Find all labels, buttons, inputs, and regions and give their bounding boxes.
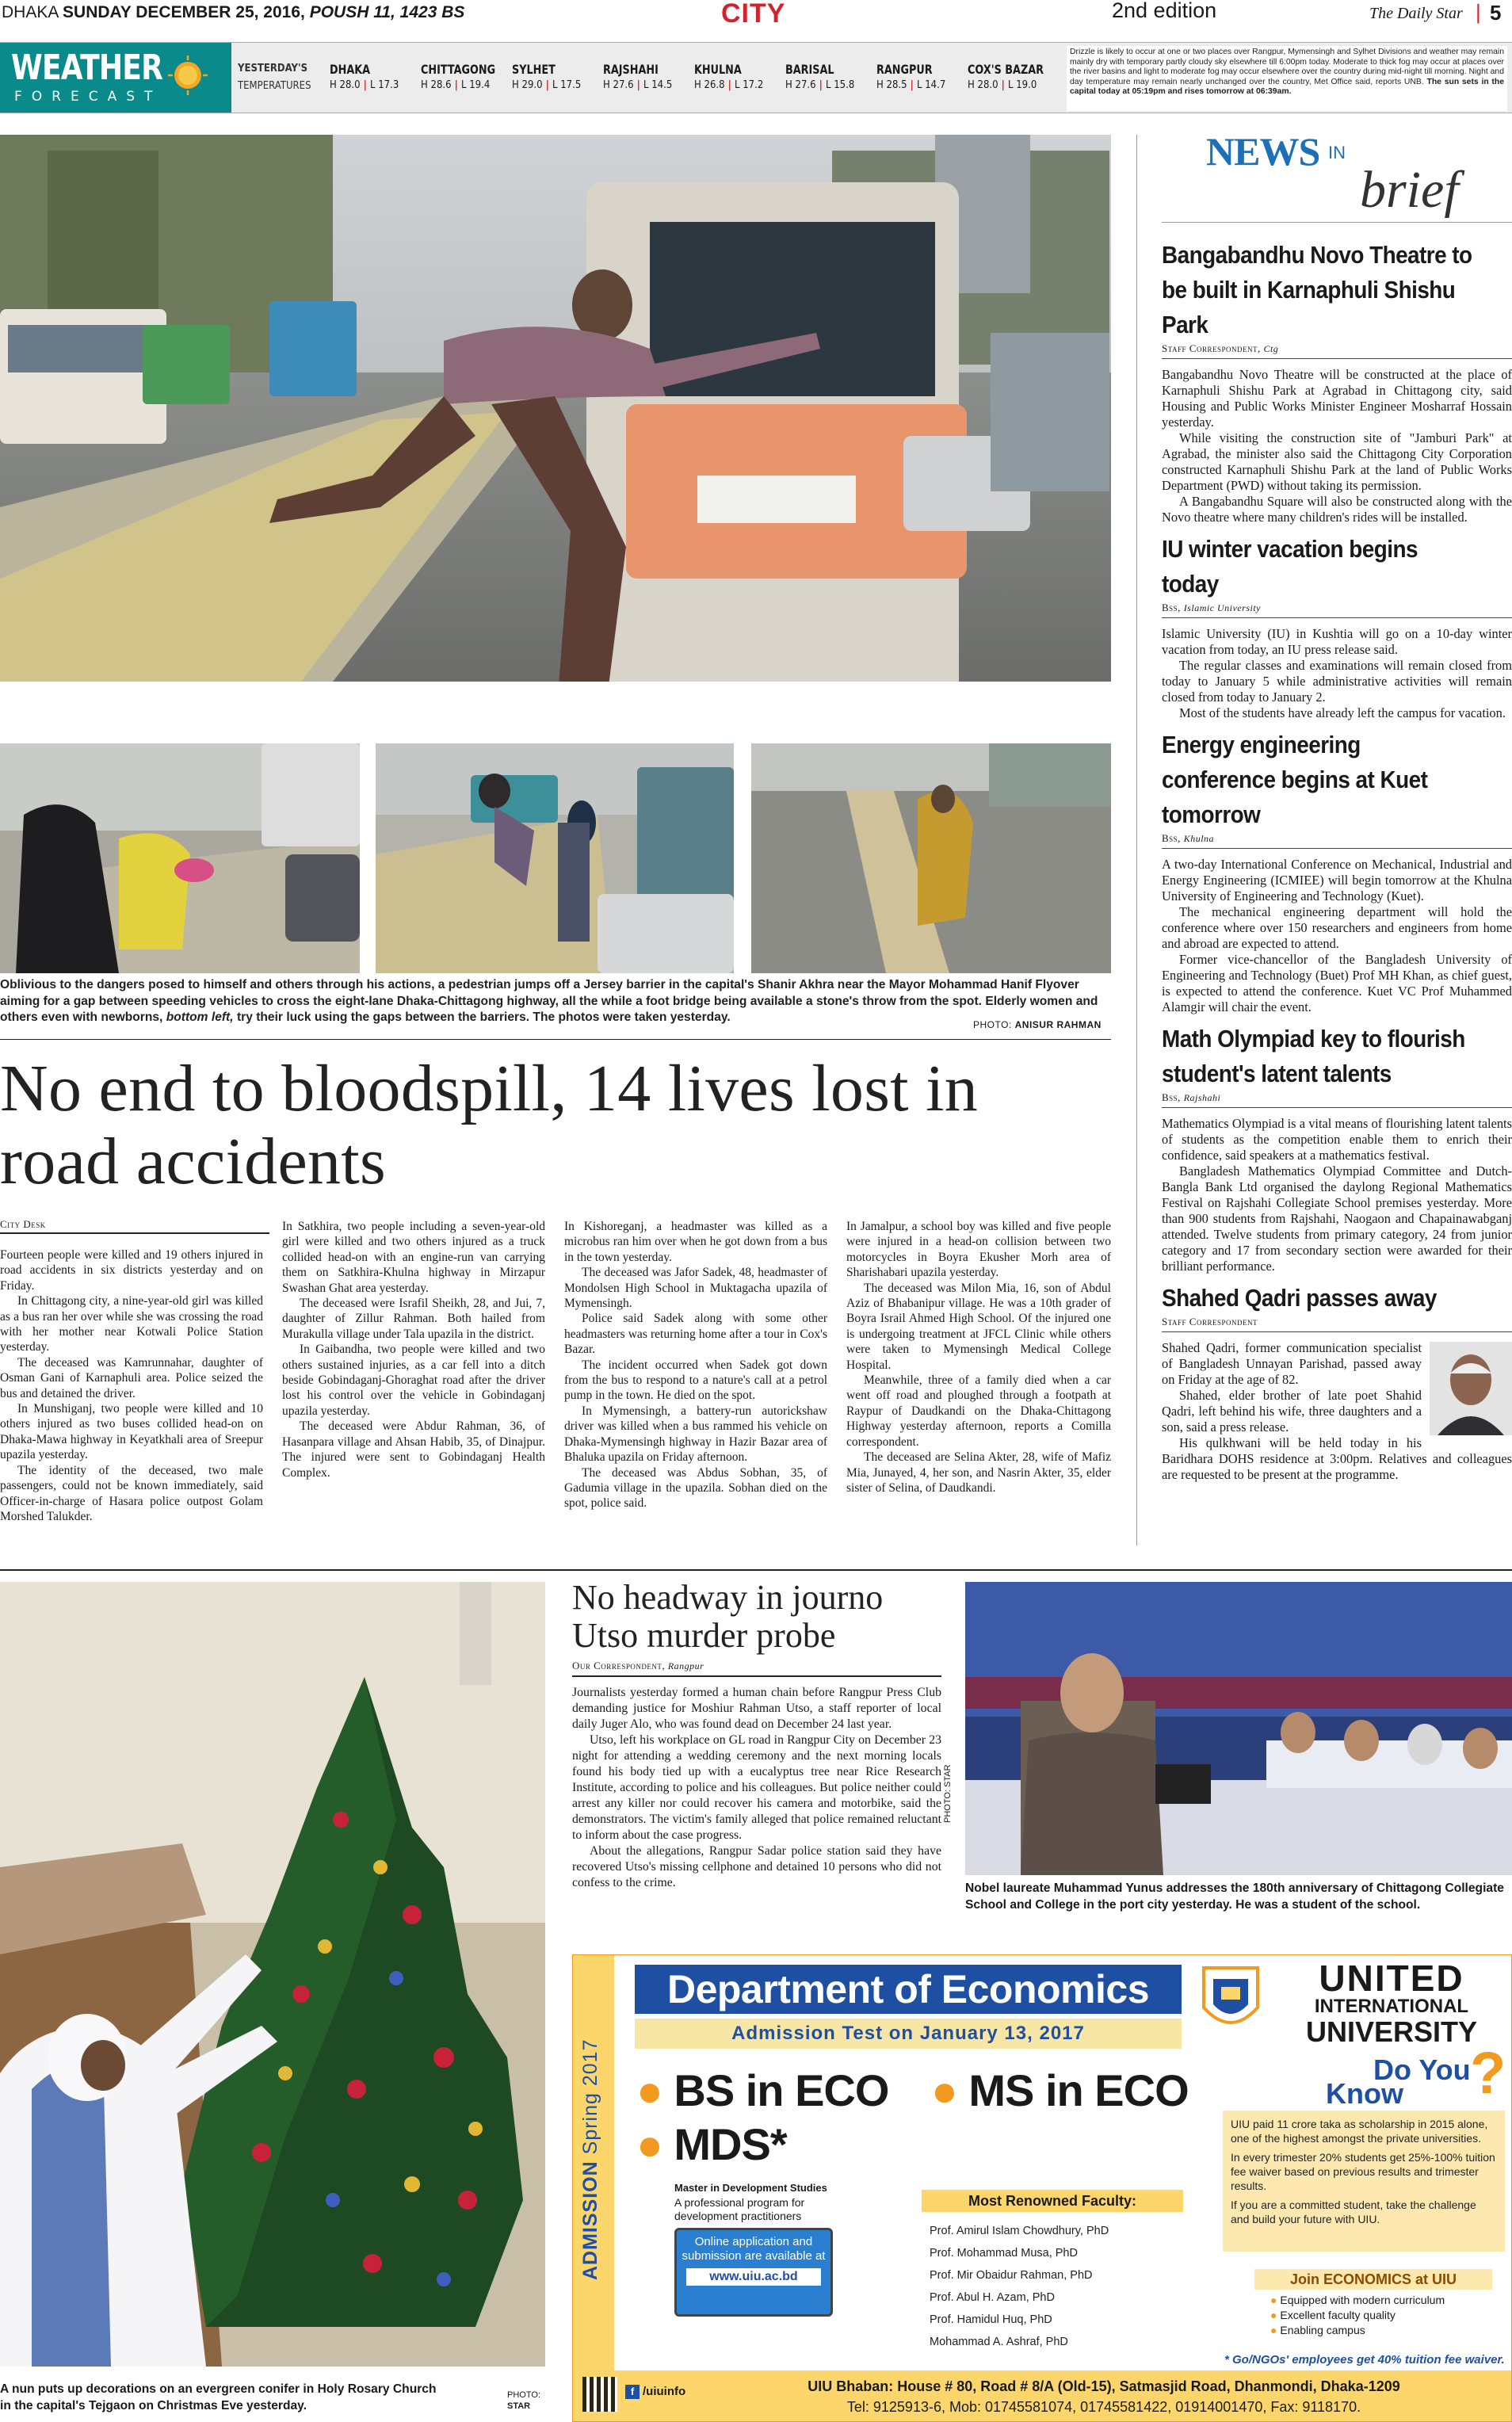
weather-badge — [0, 43, 231, 113]
brief-paragraph: Bangabandhu Novo Theatre will be constructed at the place of Karnaphuli Shishu Park at Agrabad in Chittagong city, said Housing and Public Works Minister Engineer Mosharraf Hossain yesterday. — [1162, 367, 1512, 430]
paragraph: In Chittagong city, a nine-year-old girl was killed as a bus ran her over while she was crossing the road with her mother near Kotwali Police Station yesterday. — [0, 1294, 263, 1354]
yunus-credit: PHOTO: STAR — [943, 1764, 953, 1823]
uiu-fact: UIU paid 11 crore taka as scholarship in 2015 alone, one of the highest amongst the private universities. — [1231, 2118, 1488, 2145]
social-handle[interactable] — [625, 2385, 685, 2399]
faculty-member: Mohammad A. Ashraf, PhD — [930, 2336, 1068, 2348]
caption-text: Oblivious to the dangers posed to himself and others through his actions, a pedestrian jumps off a Jersey barrier in the capital's Shanir Akhra near the Mayor Mohammad Hanif Flyover aiming for a gap between speeding vehicles to cross the eight-lane Dhaka-Chittagong highway, all the while a foot bridge being available a stone's throw from the spot. Elderly women and others even with newborns, — [0, 978, 1098, 1024]
brief-title-rule — [1162, 222, 1512, 223]
program-bs-label: BS in ECO — [674, 2065, 889, 2115]
city-low: L 14.7 — [917, 79, 946, 91]
brief-byline-place: Islamic University — [1183, 602, 1261, 613]
paragraph: Meanwhile, three of a family died when a car went off road and ploughed through a footpath at Raypur of Daudkandi on the Dhaka-Chittagong Highway yesterday afternoon, reports a Comilla correspondent. — [846, 1373, 1111, 1449]
brief-byline-name: Staff Correspondent — [1162, 1316, 1258, 1328]
social-handle-text: /uiuinfo — [643, 2385, 686, 2398]
city-hilo: H 28.0 | L 19.0 — [968, 79, 1037, 91]
news-in-brief — [1162, 238, 1512, 1489]
brief-paragraph: His qulkhwani will be held today in his Baridhara DOHS residence at 3:00pm. Relatives and colleagues are requested to be present at the programme. — [1162, 1435, 1512, 1482]
page-separator: | — [1476, 0, 1481, 24]
lead-headline: No end to bloodspill, 14 lives lost in road accidents — [0, 1052, 979, 1198]
paragraph: Journalists yesterday formed a human chain before Rangpur Press Club demanding justice for Moshiur Rahman Utso, a staff reporter of local daily Juger Alo, who was found dead on December 24 last year. — [572, 1686, 941, 1731]
paragraph: The deceased was Milon Mia, 16, son of Abdul Aziz of Bhabanipur village. He was a 10th grader of Boyra Israil Ahmed High School. Of the injured one is undergoing treatment at JFCL Clinic while others were taken to Mymensingh Medical College Hospital. — [846, 1281, 1111, 1372]
mds-title: Master in Development Studies — [674, 2182, 827, 2194]
paragraph: The identity of the deceased, two male passengers, could not be known immediately, said Officer-in-charge of Hasara police outpost Golam Morshed Talukder. — [0, 1463, 263, 1523]
uni-name — [1277, 1960, 1506, 2047]
christmas-caption: A nun puts up decorations on an evergreen conifer in Holy Rosary Church in the capital's Tejgaon on Christmas Eve yesterday. — [0, 2382, 437, 2412]
city-hilo: H 27.6 | L 15.8 — [785, 79, 855, 91]
ad-banner: Department of Economics — [635, 1965, 1182, 2014]
city-high: H 28.0 — [968, 79, 998, 91]
city-temp-cell — [421, 55, 512, 100]
join-item-text: Excellent faculty quality — [1280, 2309, 1396, 2321]
know: Know — [1326, 2077, 1403, 2110]
paragraph: The deceased are Selina Akter, 28, wife of Mafiz Mia, Junayed, 4, her son, and Nasrin Akter, 35, elder sister of Selina, of Daudkandi. — [846, 1450, 1111, 1495]
brief-item — [1162, 1281, 1512, 1483]
brief-paragraph: Shahed Qadri, former communication specialist of Bangladesh Unnayan Parishad, passed away on Friday at the age of 82. — [1162, 1340, 1422, 1387]
do-you-know — [1326, 2040, 1508, 2110]
ad-footer — [573, 2370, 1512, 2422]
city-temp-cell — [968, 55, 1059, 100]
edition-label: 2nd edition — [1112, 0, 1217, 22]
brief-headline: IU winter vacation begins today — [1162, 535, 1418, 598]
section-rule-lower — [0, 1569, 1512, 1571]
city-temp-cell — [330, 55, 421, 100]
utso-headline: No headway in journo Utso murder probe — [572, 1578, 884, 1655]
caption-end: try their luck using the gaps between the barriers. The photos were taken yesterday. — [236, 1010, 731, 1024]
photo-women-newborn — [0, 743, 360, 973]
faculty-member: Prof. Mohammad Musa, PhD — [930, 2247, 1078, 2260]
dateline-bangla: POUSH 11, 1423 BS — [309, 3, 465, 21]
ad-side-label — [579, 2039, 602, 2280]
brief-byline — [1162, 602, 1512, 618]
brief-paragraph: Bangladesh Mathematics Olympiad Committee and Dutch-Bangla Bank Ltd organised the daylong Regional Mathematics Festival on Rajshahi Collegiate School premises yesterday. More than 900 students from Rajshahi, Naogaon and Chapainawabganj attended. Twelve students from primary category, 24 from junior category and 17 from secondary section were awarded for their brilliant performance. — [1162, 1163, 1512, 1274]
brief-body — [1162, 1340, 1512, 1483]
program-ms-label: MS in ECO — [968, 2065, 1189, 2115]
city-low: L 17.3 — [370, 79, 399, 91]
ad-season: Spring 2017 — [579, 2038, 601, 2155]
facebook-icon: f — [625, 2385, 640, 2399]
city-name: SYLHET — [512, 62, 556, 77]
city-high: H 28.6 — [421, 79, 452, 91]
brief-title-brief: brief — [1360, 161, 1459, 219]
brief-paragraph: A two-day International Conference on Mechanical, Industrial and Energy Engineering (ICMIEE) will begin tomorrow at the Khulna University of Engineering and Technology (Kuet). — [1162, 857, 1512, 903]
paragraph: In Kishoreganj, a headmaster was killed as a microbus ran him over when he got down from a bus in the town yesterday. — [564, 1220, 827, 1264]
city-high: H 26.8 — [694, 79, 725, 91]
dateline-place: DHAKA — [2, 3, 59, 21]
brief-paragraph: Islamic University (IU) in Kushtia will go on a 10-day winter vacation from today, an IU press release said. — [1162, 626, 1512, 657]
uni-line3: UNIVERSITY — [1305, 2015, 1478, 2048]
city-name: KHULNA — [694, 62, 742, 77]
temps-label-line2: TEMPERATURES — [238, 80, 311, 92]
paragraph: In Munshiganj, two people were killed and 10 others injured as two buses collided head-on on Dhaka-Mawa highway in Keyatkhali area of Sreepur upazila yesterday. — [0, 1402, 263, 1462]
brief-byline — [1162, 832, 1512, 849]
paragraph: In Gaibandha, two people were killed and two others sustained injuries, as a car fell into a ditch beside Gobindaganj-Ghoraghat road after the driver lost his control over the vehicle in Gobindaganj upazila yesterday. — [282, 1343, 545, 1418]
brief-byline-name: Bss, — [1162, 832, 1181, 844]
utso-byline-name: Our Correspondent, — [572, 1660, 666, 1671]
lead-column — [846, 1219, 1111, 1496]
waiver-note: * Go/NGOs' employees get 40% tuition fee waiver. — [1224, 2353, 1505, 2367]
join-list — [1254, 2290, 1492, 2338]
paragraph: The deceased was Kamrunnahar, daughter of Osman Gani of Karnaphuli area. Police seized the bus and detained the driver. — [0, 1355, 263, 1400]
brief-body — [1162, 367, 1512, 525]
city-high: H 27.6 — [785, 79, 816, 91]
uni-line2: INTERNATIONAL — [1314, 1996, 1469, 2017]
page-number: 5 — [1490, 1, 1502, 25]
lead-photo-caption — [0, 977, 1111, 1026]
photo-yunus-speech — [965, 1582, 1512, 1875]
temps-label-line1: YESTERDAY'S — [238, 63, 308, 74]
utso-story-body — [572, 1685, 941, 1891]
online-url[interactable]: www.uiu.ac.bd — [686, 2268, 821, 2286]
paragraph: In Mymensingh, a battery-run autorickshaw driver was killed when a bus rammed his vehicle on Dhaka-Mymensingh highway in Hazir Bazar area of Bhaluka upazila on Friday afternoon. — [564, 1404, 827, 1465]
uiu-advertisement — [572, 1954, 1512, 2422]
utso-byline — [572, 1660, 704, 1672]
city-high: H 28.0 — [330, 79, 361, 91]
photo-christmas-tree-nun — [0, 1582, 545, 2367]
utso-byline-rule — [572, 1675, 941, 1677]
join-item — [1270, 2323, 1492, 2338]
brief-body — [1162, 857, 1512, 1015]
ad-admission: ADMISSION — [579, 2160, 601, 2280]
brief-paragraph: A Bangabandhu Square will also be constructed along with the Novo theatre where many children's rides will be installed. — [1162, 494, 1512, 525]
brief-title-in: IN — [1328, 143, 1346, 162]
brief-byline-place: Rajshahi — [1183, 1092, 1221, 1103]
city-hilo: H 29.0 | L 17.5 — [512, 79, 582, 91]
brief-item — [1162, 238, 1512, 525]
brief-headline: Bangabandhu Novo Theatre to be built in Karnaphuli Shishu Park — [1162, 241, 1472, 338]
brief-headline: Math Olympiad key to flourish student's latent talents — [1162, 1025, 1465, 1087]
city-hilo: H 28.0 | L 17.3 — [330, 79, 399, 91]
caption-italic: bottom left, — [166, 1010, 234, 1024]
christmas-credit — [507, 2390, 540, 2412]
brief-byline — [1162, 342, 1512, 359]
paragraph: In Satkhira, two people including a seven-year-old girl were killed and two others injured as a truck collided head-on with an engine-run van carrying them on Satkhira-Khulna highway in Mirzapur Swashan Ghat area yesterday. — [282, 1220, 545, 1295]
bullet-icon: ● — [1270, 2324, 1281, 2336]
city-temp-cell — [603, 55, 694, 100]
city-low: L 17.5 — [552, 79, 582, 91]
city-name: DHAKA — [330, 62, 371, 77]
uiu-logo — [1199, 1960, 1262, 2039]
brief-title — [1206, 128, 1512, 223]
weather-title: WEATHER — [11, 48, 163, 88]
credit-name: ANISUR RAHMAN — [1014, 1019, 1102, 1030]
brief-paragraph: Mathematics Olympiad is a vital means of flourishing latent talents of students as the competition enable them to enrich their confidence, said speakers at a mathematics festival. — [1162, 1116, 1512, 1163]
brief-byline — [1162, 1316, 1512, 1332]
address-line1: UIU Bhaban: House # 80, Road # 8/A (Old-15), Satmasjid Road, Dhanmondi, Dhaka-1209 — [808, 2378, 1400, 2394]
city-low: L 15.8 — [826, 79, 855, 91]
sun-times: The sun sets in the capital today at 05:19pm and rises tomorrow at 06:39am. — [1070, 77, 1505, 97]
paragraph: The deceased was Abdus Sobhan, 35, of Gadumia village in the upazila. Sobhan died on the spot, police said. — [564, 1465, 827, 1511]
city-low: L 19.4 — [461, 79, 491, 91]
rule-lead — [0, 1039, 1111, 1040]
forecast-text — [1067, 46, 1507, 111]
city-name: RAJSHAHI — [603, 62, 659, 77]
photo-people-crossing-barrier — [376, 743, 734, 973]
city-low: L 14.5 — [643, 79, 673, 91]
faculty-member: Prof. Hamidul Huq, PhD — [930, 2313, 1052, 2326]
program-mds: ● MDS* — [636, 2119, 787, 2169]
question-mark: ? — [1470, 2040, 1506, 2106]
city-hilo: H 28.5 | L 14.7 — [876, 79, 946, 91]
paragraph: The deceased were Abdur Rahman, 36, of Hasanpara village and Ahsan Habib, 35, of Dinajpur. The injured were sent to Gobindaganj Health Complex. — [282, 1419, 545, 1480]
city-name: BARISAL — [785, 62, 834, 77]
brief-byline-name: Bss, — [1162, 602, 1181, 613]
weather-bar — [0, 42, 1512, 113]
lead-byline: City Desk — [0, 1218, 46, 1230]
city-low: L 19.0 — [1008, 79, 1037, 91]
uiu-fact: In every trimester 20% students get 25%-100% tuition fee waiver based on previous results and trimester results. — [1231, 2151, 1495, 2192]
faculty-box — [922, 2190, 1183, 2380]
brief-byline-name: Staff Correspondent, — [1162, 342, 1261, 354]
forecast-body: Drizzle is likely to occur at one or two places over Rangpur, Mymensingh and Sylhet Divisions and weather may remain mainly dry with temporary partly cloudy sky elsewhere till 6:00pm today. Moderate to thick fog may occur at places over the river basins and light to moderate fog may occur elsewhere over the country during mid-night till morning. Night and day temperature may remain nearly unchanged over the country, Met Office said, reports UNB. — [1070, 48, 1504, 86]
brief-byline-place: Ctg — [1263, 343, 1279, 354]
byline-rule — [0, 1232, 269, 1234]
city-high: H 27.6 — [603, 79, 634, 91]
city-hilo: H 28.6 | L 19.4 — [421, 79, 491, 91]
paragraph: Utso, left his workplace on GL road in Rangpur City on December 23 night for attending a wedding ceremony and the next morning locals found his body tied up with a eucalyptus tree near Rice Research Institute, according to police and his colleagues. But police neither could arrest any killer nor could recover his camera and motorbike, said the demonstrators. The victim's family alleged that police remained reluctant to inform about the case progress. — [572, 1733, 941, 1842]
city-name: CHITTAGONG — [421, 62, 496, 77]
main-photo-pedestrian-jump — [0, 135, 1111, 682]
masthead — [0, 0, 1512, 32]
paragraph: The incident occurred when Sadek got down from the bus to respond to a nature's call at a petrol pump in the town. He died on the spot. — [564, 1358, 827, 1403]
credit-label: PHOTO: — [973, 1019, 1012, 1030]
join-title: Join ECONOMICS at UIU — [1254, 2269, 1492, 2290]
faculty-member: Prof. Mir Obaidur Rahman, PhD — [930, 2269, 1093, 2282]
program-ms: ● MS in ECO — [931, 2065, 1189, 2115]
mds-desc: A professional program for development practitioners — [674, 2196, 805, 2222]
ad-test-date: Admission Test on January 13, 2017 — [635, 2019, 1182, 2049]
faculty-list — [922, 2212, 1183, 2353]
brief-headline: Shahed Qadri passes away — [1162, 1284, 1437, 1312]
join-box — [1254, 2269, 1492, 2338]
city-temperatures — [330, 43, 1062, 113]
brief-title-news: NEWS — [1206, 129, 1320, 174]
faculty-title: Most Renowned Faculty: — [922, 2190, 1183, 2212]
city-temp-cell — [785, 55, 876, 100]
uiu-facts-box — [1223, 2111, 1505, 2252]
paragraph: Fourteen people were killed and 19 others injured in road accidents in six districts yesterday and on Friday. — [0, 1248, 263, 1293]
join-item — [1270, 2293, 1492, 2308]
brief-item — [1162, 532, 1512, 721]
brief-paragraph: Former vice-chancellor of the Bangladesh University of Engineering and Technology (Buet) Prof MH Khan, as chief guest, is expected to attend the conference. Kuet VC Prof Muhammed Alamgir will chair the event. — [1162, 952, 1512, 1014]
paragraph: The deceased was Jafor Sadek, 48, headmaster of Mondolsen High School in Muktagacha upazila of Mymensingh. — [564, 1266, 827, 1311]
brief-paragraph: Most of the students have already left the campus for vacation. — [1179, 705, 1506, 720]
join-item-text: Equipped with modern curriculum — [1280, 2294, 1445, 2306]
qr-code-icon — [582, 2377, 617, 2412]
join-item-text: Enabling campus — [1280, 2324, 1365, 2336]
lead-column — [564, 1219, 827, 1511]
program-mds-label: MDS* — [674, 2119, 787, 2169]
lead-column — [0, 1247, 263, 1524]
sun-icon — [168, 55, 208, 95]
uiu-fact: If you are a committed student, take the challenge and build your future with UIU. — [1231, 2199, 1476, 2225]
christmas-credit-label: PHOTO: — [507, 2390, 540, 2400]
photo-elderly-woman — [751, 743, 1111, 973]
brief-byline-name: Bss, — [1162, 1091, 1181, 1103]
utso-byline-place: Rangpur — [667, 1660, 704, 1671]
program-bs: ● BS in ECO — [636, 2065, 889, 2115]
lead-photo-credit — [973, 1019, 1102, 1030]
paragraph: In Jamalpur, a school boy was killed and five people were injured in a head-on collision between two motorcycles in Boyra Ekusher Morh area of Sharishabari upazila yesterday. — [846, 1220, 1111, 1280]
faculty-member: Prof. Amirul Islam Chowdhury, PhD — [930, 2225, 1109, 2237]
city-temp-cell — [876, 55, 968, 100]
portrait-shahed-qadri — [1430, 1342, 1512, 1435]
paragraph: Police said Sadek along with some other headmasters was returning home after a tour in Cox's Bazar. — [564, 1312, 827, 1357]
brief-paragraph: The mechanical engineering department will hold the conference where over 150 researchers and engineers from home and abroad are expected to attend. — [1162, 904, 1512, 951]
city-hilo: H 26.8 | L 17.2 — [694, 79, 764, 91]
city-high: H 29.0 — [512, 79, 543, 91]
bullet-icon: ● — [1270, 2294, 1281, 2306]
city-low: L 17.2 — [735, 79, 764, 91]
do-you: Do You — [1373, 2053, 1471, 2086]
brief-item — [1162, 1022, 1512, 1274]
city-name: RANGPUR — [876, 62, 933, 77]
online-text: Online application and submission are available at — [682, 2235, 826, 2263]
online-application-box[interactable] — [674, 2228, 833, 2317]
brief-paragraph: The regular classes and examinations will remain closed from today to January 5 while administrative activities will remain closed from today to January 2. — [1162, 658, 1512, 705]
city-temp-cell — [512, 55, 603, 100]
city-temp-cell — [694, 55, 785, 100]
brief-body — [1162, 1116, 1512, 1274]
join-item — [1270, 2308, 1492, 2323]
brief-headline: Energy engineering conference begins at Kuet tomorrow — [1162, 731, 1428, 828]
dateline-day: SUNDAY DECEMBER 25, 2016, — [63, 3, 305, 21]
christmas-credit-name: STAR — [507, 2401, 531, 2411]
paragraph: The deceased were Israfil Sheikh, 28, and Jui, 7, daughter of Zillur Rahman. Both hailed from Murakulla village under Tala upazila in the district. — [282, 1297, 545, 1341]
city-high: H 28.5 — [876, 79, 907, 91]
brief-byline-place: Khulna — [1183, 833, 1215, 844]
faculty-member: Prof. Abul H. Azam, PhD — [930, 2291, 1055, 2304]
brief-item — [1162, 728, 1512, 1015]
brief-paragraph: While visiting the construction site of "Jamburi Park" at Agrabad, the minister also said the Chittagong City Corporation constructed Karnaphuli Shishu Park at the land of Public Works Department (PWD) without taking its permission. — [1162, 430, 1512, 493]
weather-subtitle: FORECAST — [14, 89, 162, 105]
paper-name: The Daily Star — [1369, 5, 1463, 22]
address-line2: Tel: 9125913-6, Mob: 01745581074, 01745581422, 01914001470, Fax: 9118170. — [846, 2399, 1361, 2415]
uni-line1: UNITED — [1319, 1958, 1464, 1999]
brief-divider — [1136, 135, 1137, 1545]
section-title: CITY — [721, 0, 786, 29]
city-name: COX'S BAZAR — [968, 62, 1044, 77]
lead-column — [282, 1219, 545, 1480]
bullet-icon: ● — [1270, 2309, 1281, 2321]
paragraph: About the allegations, Rangpur Sadar police station said they have recovered Utso's missing cellphone and detained 10 persons who did not confess to the crime. — [572, 1844, 941, 1889]
city-hilo: H 27.6 | L 14.5 — [603, 79, 673, 91]
brief-byline — [1162, 1091, 1512, 1108]
yunus-caption: Nobel laureate Muhammad Yunus addresses the 180th anniversary of Chittagong Collegiate School and College in the port city yesterday. He was a student of the school. — [965, 1881, 1504, 1912]
brief-paragraph: Shahed, elder brother of late poet Shahid Qadri, left behind his wife, three daughters and a son, said a press release. — [1162, 1388, 1422, 1434]
brief-body — [1162, 626, 1512, 721]
